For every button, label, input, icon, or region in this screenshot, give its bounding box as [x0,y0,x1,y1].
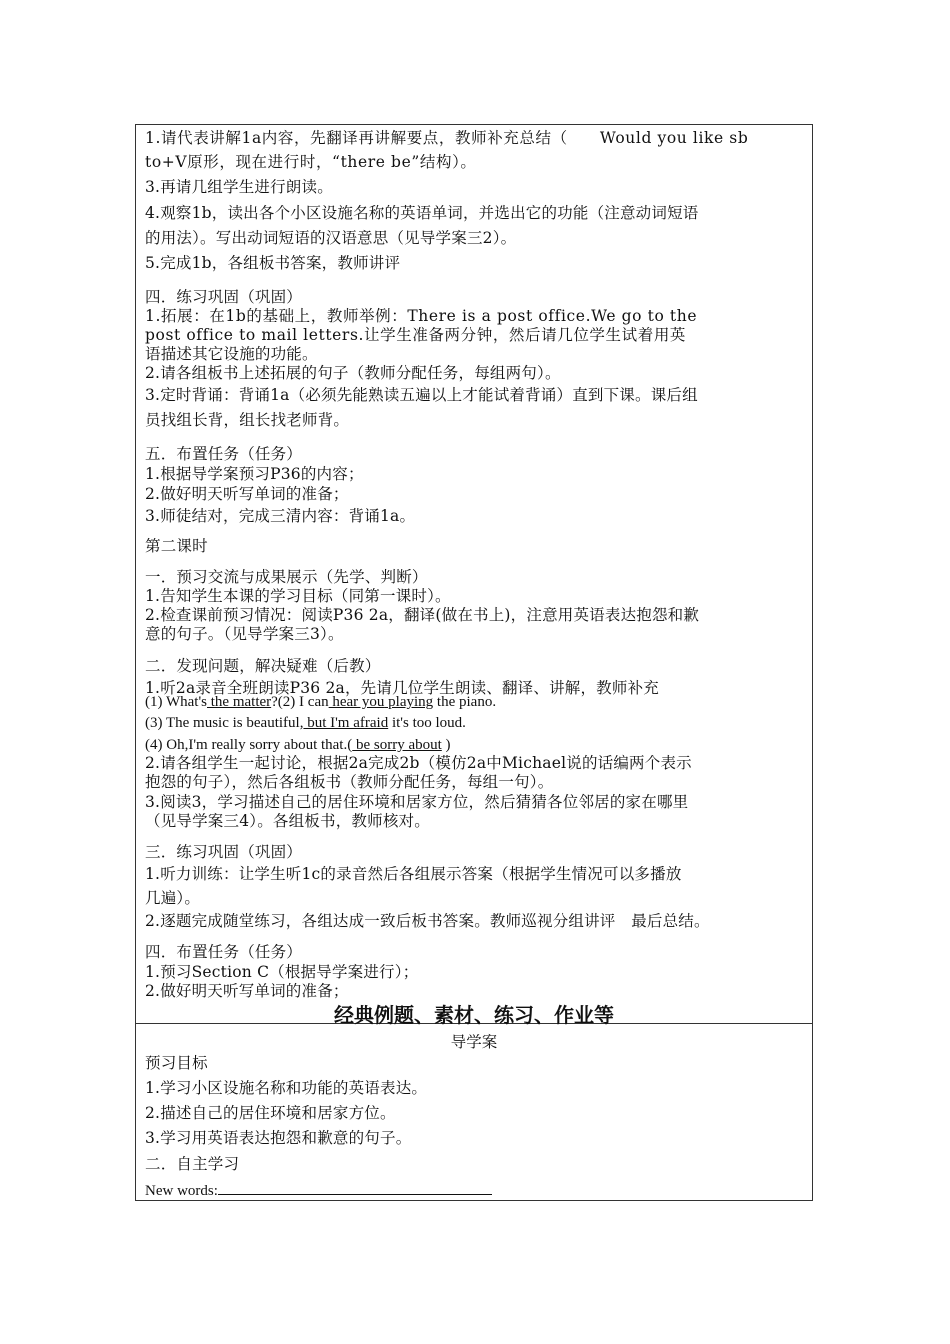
text-line: 的用法）。写出动词短语的汉语意思（见导学案三2）。 [145,229,517,247]
text-line: 意的句子。（见导学案三3）。 [145,625,344,643]
phrase-line: (3) The music is beautiful, but I'm afraid it's too loud. [145,715,466,731]
text-line: 1.听2a录音全班朗读P36 2a，先请几位学生朗读、翻译、讲解，教师补充 [145,679,659,697]
text-line: 2.逐题完成随堂练习，各组达成一致后板书答案。教师巡视分组讲评 最后总结。 [145,912,710,930]
text-line: 1.告知学生本课的学习目标（同第一课时）。 [145,587,451,605]
text-line: 员找组长背，组长找老师背。 [145,411,350,429]
section-heading: 四．布置任务（任务） [145,943,303,961]
text-line: 3.阅读3，学习描述自己的居住环境和居家方位，然后猜猜各位邻居的家在哪里 [145,793,689,811]
phrase-line: (4) Oh,I'm really sorry about that.( be sorry about ) [145,737,451,753]
text-line: 抱怨的句子），然后各组板书（教师分配任务，每组一句）。 [145,773,554,791]
text-line: 1.听力训练：让学生听1c的录音然后各组展示答案（根据学生情况可以多播放 [145,865,682,883]
section-heading: 二．发现问题，解决疑难（后教） [145,657,381,675]
section-heading: 三．练习巩固（巩固） [145,843,303,861]
text-line: 3.定时背诵：背诵1a（必须先能熟读五遍以上才能试着背诵）直到下课。课后组 [145,386,698,404]
text-line: 3.再请几组学生进行朗读。 [145,178,333,196]
text-line: 1.学习小区设施名称和功能的英语表达。 [145,1079,428,1097]
text-line: 3.学习用英语表达抱怨和歉意的句子。 [145,1129,412,1147]
text-line: 2.检查课前预习情况：阅读P36 2a，翻译(做在书上)，注意用英语表达抱怨和歉 [145,606,700,624]
text-line: 1.预习Section C（根据导学案进行）； [145,963,419,981]
text-line: post office to mail letters.让学生准备两分钟，然后请几位学生试着用英 [145,326,687,344]
section-heading: 五．布置任务（任务） [145,445,303,463]
section-heading: 二．自主学习 [145,1155,240,1173]
text-line: 2.请各组板书上述拓展的句子（教师分配任务，每组两句）。 [145,364,561,382]
section-heading: 一．预习交流与成果展示（先学、判断） [145,568,428,586]
text-line: 2.描述自己的居住环境和居家方位。 [145,1104,396,1122]
text-line: 1.拓展：在1b的基础上，教师举例：There is a post office.We go to the [145,307,698,325]
text-line: 2.做好明天听写单词的准备； [145,982,349,1000]
text-line: 1.根据导学案预习P36的内容； [145,465,364,483]
new-words-line: New words: [145,1180,809,1200]
text-line: 2.做好明天听写单词的准备； [145,485,349,503]
lesson-heading: 第二课时 [145,537,208,555]
text-line: to+V原形，现在进行时，“there be”结构）。 [145,153,477,171]
text-line: 语描述其它设施的功能。 [145,345,318,363]
text-line: 几遍）。 [145,889,201,907]
answer-blank[interactable] [218,1180,492,1195]
text-line: 3.师徒结对，完成三清内容：背诵1a。 [145,507,416,525]
text-line: 5.完成1b，各组板书答案，教师讲评 [145,254,401,272]
section-heading: 四．练习巩固（巩固） [145,288,303,306]
text-line: 1.请代表讲解1a内容，先翻译再讲解要点，教师补充总结（ Would you like sb [145,129,749,147]
text-line: （见导学案三4）。各组板书，教师核对。 [145,812,430,830]
phrase-line: (1) What's the matter?(2) I can hear you playing the piano. [145,694,497,710]
text-line: 预习目标 [145,1054,208,1072]
guide-title: 导学案 [450,1033,498,1051]
text-line: 4.观察1b，读出各个小区设施名称的英语单词，并选出它的功能（注意动词短语 [145,204,699,222]
text-line: 2.请各组学生一起讨论，根据2a完成2b（模仿2a中Michael说的话编两个表示 [145,754,692,772]
section-title: 经典例题、素材、练习、作业等 [334,1003,614,1027]
